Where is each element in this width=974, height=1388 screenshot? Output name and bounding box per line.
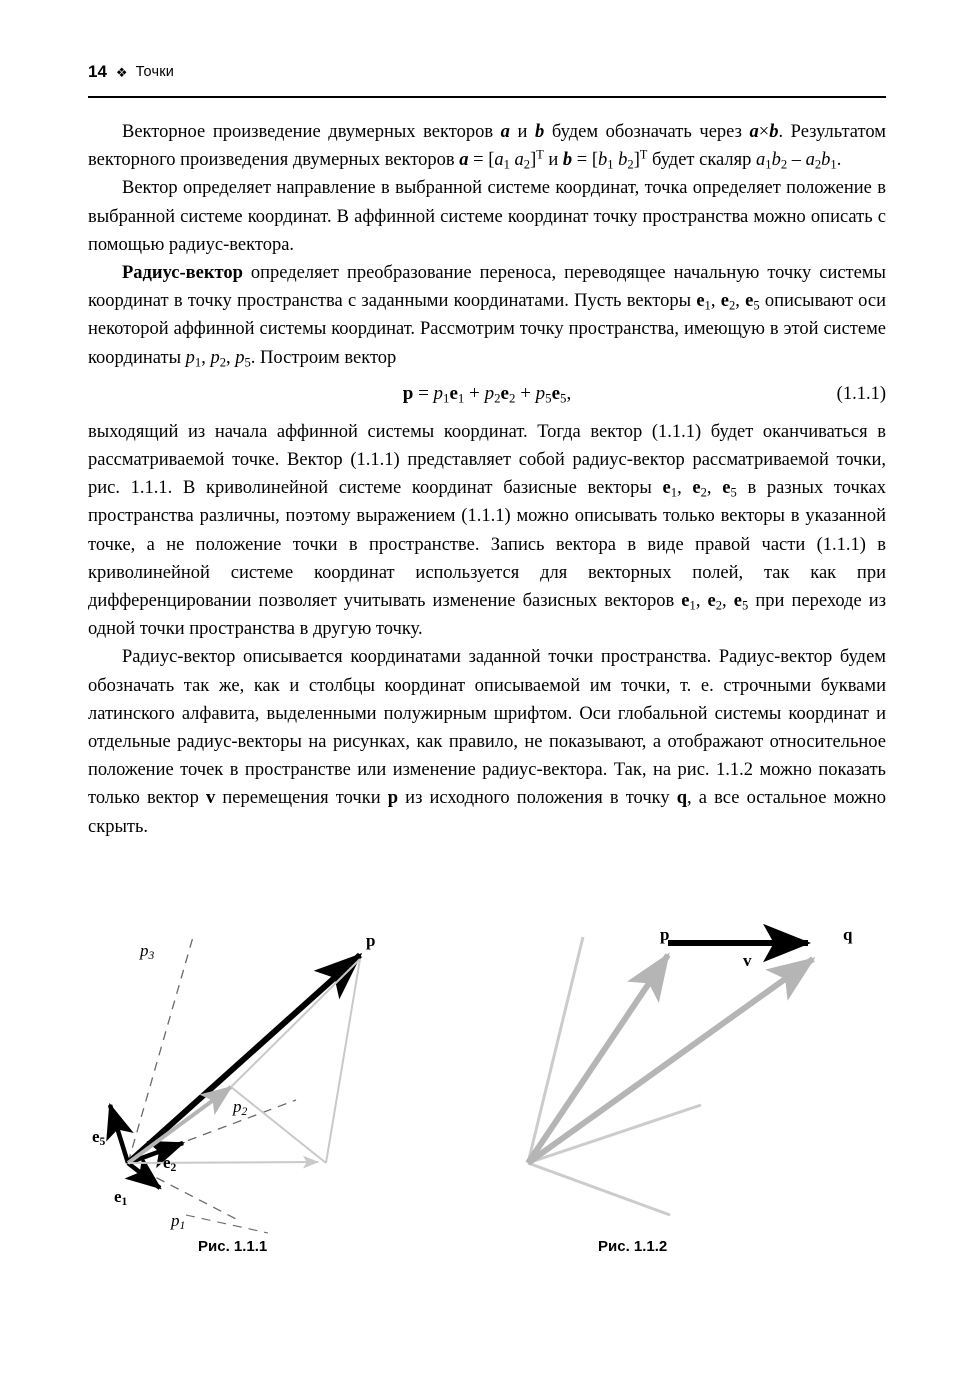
ornament-icon: ❖ <box>115 65 128 80</box>
figure1-label-e2: $e_2$ <box>163 1153 177 1174</box>
paragraph-4: выходящий из начала аффинной системы координат. Тогда вектор (1.1.1) будет оканчиваться в рассматриваемой точке. Вектор (1.1.1) представляет собой радиус-вектор рассматриваемой точки, рис. 1.1.1. В криволинейной системе координат базисные векторы $e_1$, $e_2$, $e_5$ в разных точках пространства различны, поэтому выражением (1.1.1) можно описывать только векторы в указанной точке, а не положение точки в пространстве. Запись вектора в виде правой части (1.1.1) в криволинейной системе координат используется для векторных полей, так как при дифференцировании позволяет учитывать изменение базисных векторов $e_1$, $e_2$, $e_5$ при переходе из одной точки пространства в другую точку. <box>88 421 887 640</box>
figure2-label-p: p <box>660 925 670 944</box>
equation-number: (1.1.1) <box>836 383 886 404</box>
figure1-label-e1: $e_1$ <box>114 1187 128 1208</box>
construction-line-3 <box>326 959 360 1163</box>
paragraph-3: Радиус-вектор определяет преобразование переноса, переводящее начальную точку системы координат в точку пространства с заданными координатами. Пусть векторы $e_1$, $e_2$, $e_5$ описывают оси некоторой аффинной системы координат. Рассмотрим точку пространства, имеющую в этой системе координаты $p_1$, $p_2$, $p_5$. Построим вектор <box>88 263 886 369</box>
vector-e1-arrow <box>128 1163 160 1188</box>
gray-axis-2 <box>528 1163 670 1215</box>
figure1-label-p: p <box>366 931 376 950</box>
header-divider <box>88 96 886 98</box>
page-header <box>88 62 886 96</box>
vector-p-arrow <box>128 955 360 1163</box>
figure1-label-p1: $p_1$ <box>171 1211 186 1232</box>
figure2-label-q: q <box>843 925 853 944</box>
figures-area <box>88 915 886 1275</box>
paragraph-2: Вектор определяет направление в выбранной системе координат, точка определяет положение в выбранной системе координат. В аффинной системе координат точку пространства можно описать с помощью радиус-вектора. <box>88 178 886 255</box>
page-number: 14 <box>88 62 107 81</box>
construction-line-1 <box>231 959 360 1087</box>
page-content <box>88 118 886 841</box>
figure2-caption: Рис. 1.1.2 <box>598 1238 668 1255</box>
figure1-label-p2: $p_2$ <box>233 1097 248 1118</box>
figure1-caption: Рис. 1.1.1 <box>198 1238 268 1255</box>
paragraph-5: Радиус-вектор описывается координатами заданной точки пространства. Радиус-вектор будем обозначать так же, как и столбцы координат описываемой им точки, т. е. строчными буквами латинского алфавита, выделенными полужирным шрифтом. Оси глобальной системы координат и отдельные радиус-векторы на рисунках, как правило, не показывают, а отображают относительное положение точек в пространстве или изменение радиус-вектора. Так, на рис. 1.1.2 можно показать только вектор v перемещения точки p из исходного положения в точку q, а все остальное можно скрыть. <box>88 647 886 837</box>
construction-line-4 <box>186 1215 268 1233</box>
construction-arrow-2 <box>128 1162 318 1163</box>
vector-e5-arrow <box>110 1105 128 1163</box>
construction-arrow-1 <box>128 1087 231 1163</box>
paragraph-1: Векторное произведение двумерных векторов a и b будем обозначать через a×b. Результатом векторного произведения двумерных векторов $a = [a_1$ $a_2]^T$ и $b = [b_1$ $b_2]^T$ будет скаляр $a_1b_2 - a_2b_1$. <box>88 122 886 172</box>
gray-vector-p <box>528 955 668 1163</box>
figure-1-1-2-graphic <box>418 915 838 1255</box>
figure2-label-v: v <box>743 951 752 970</box>
gray-axis-3 <box>528 1105 701 1163</box>
equation-block <box>88 379 886 411</box>
figure1-label-p3: $p_3$ <box>140 941 155 962</box>
figure1-label-e5: $e_5$ <box>92 1127 106 1148</box>
equation-text: $p = p_1e_1 + p_2e_2 + p_5e_5$, <box>402 382 572 406</box>
chapter-title: Точки <box>135 64 175 80</box>
axis-p3-dashed <box>128 937 193 1163</box>
